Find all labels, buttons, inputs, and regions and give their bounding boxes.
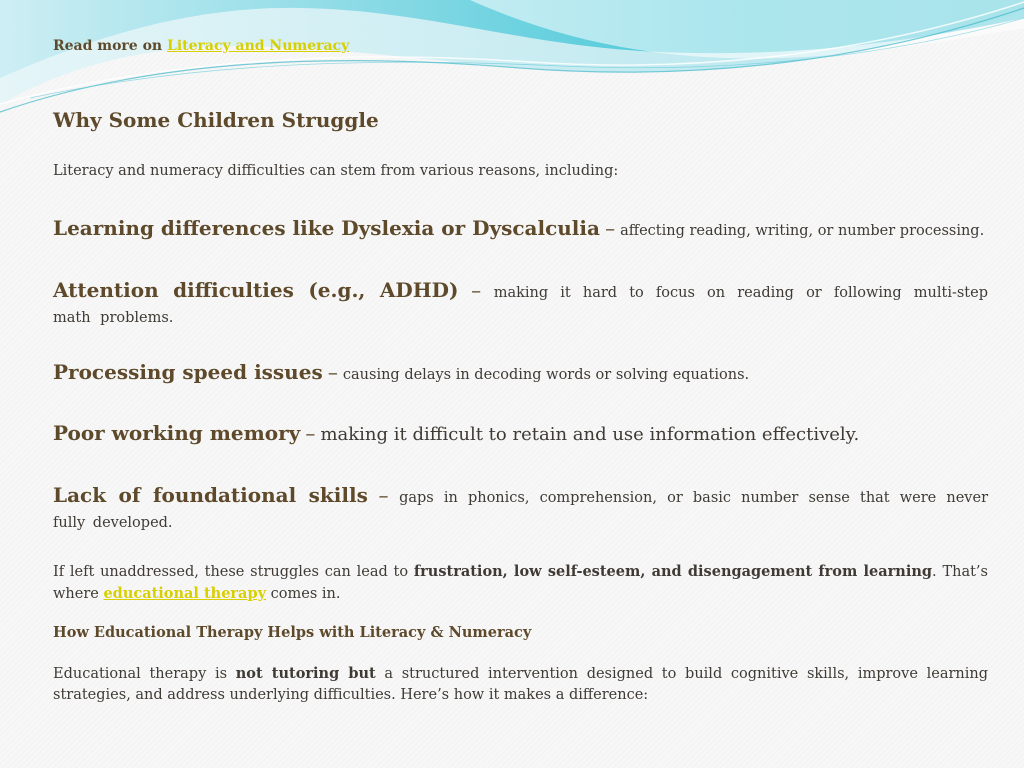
reason-heading: Lack of foundational skills [53,483,368,507]
outcome-paragraph [53,561,988,605]
reason-description: causing delays in decoding words or solving equations. [342,367,750,383]
therapy-paragraph [53,663,988,706]
read-more-prefix: Read more on [53,38,163,54]
therapy-subheading: How Educational Therapy Helps with Literacy & Numeracy [53,624,532,641]
reason-dash: – [378,483,389,507]
reason-item [53,484,988,535]
read-more-line [53,38,988,54]
reason-item [53,279,988,330]
outcome-text-2: . That’s where [53,564,988,602]
outcome-text-3: comes in. [270,586,341,602]
educational-therapy-link[interactable]: educational therapy [103,585,267,602]
intro-text: Literacy and numeracy difficulties can stem from various reasons, including: [53,163,619,179]
literacy-numeracy-link[interactable]: Literacy and Numeracy [166,38,350,54]
reason-item [53,361,988,387]
therapy-bold-text: not tutoring but [235,665,376,682]
reason-heading: Attention difficulties (e.g., ADHD) [53,278,459,302]
reason-dash: – [305,421,316,445]
reason-item [53,217,988,243]
reason-description: making it hard to focus on reading or following multi-step math problems. [53,285,988,326]
outcome-bold-text: frustration, low self-esteem, and disengagement from learning [413,563,933,580]
outcome-text-1: If left unaddressed, these struggles can lead to [53,564,409,580]
reason-dash: – [327,360,338,384]
reason-description: affecting reading, writing, or number processing. [620,223,985,239]
therapy-text-1: Educational therapy is [53,666,228,682]
therapy-text-2: a structured intervention designed to build cognitive skills, improve learning strategies, and address underlying difficulties. Here’s how it makes a difference: [53,666,988,703]
reason-description: making it difficult to retain and use information effectively. [320,424,860,445]
reason-item [53,422,988,446]
reason-dash: – [605,216,616,240]
section-title: Why Some Children Struggle [53,108,379,132]
reason-dash: – [471,278,482,302]
reason-heading: Processing speed issues [53,360,323,384]
reason-heading: Learning differences like Dyslexia or Dyscalculia [53,216,600,240]
reason-description: gaps in phonics, comprehension, or basic number sense that were never fully developed. [53,490,989,531]
reason-heading: Poor working memory [53,421,301,445]
